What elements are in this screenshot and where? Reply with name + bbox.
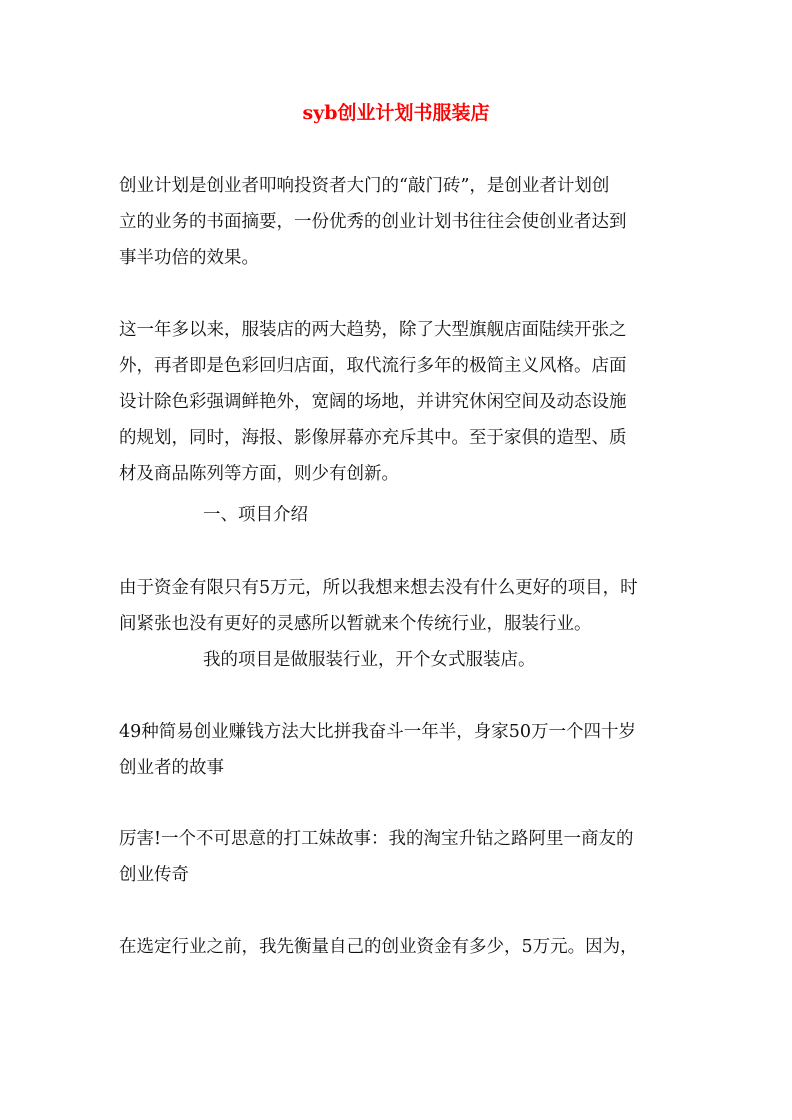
text-line: 外，再者即是色彩回归店面，取代流行多年的极简主义风格。店面 <box>119 356 627 376</box>
paragraph-capital <box>119 929 679 965</box>
text-line: 我的项目是做服装行业，开个女式服装店。 <box>203 650 536 670</box>
text-line: 材及商品陈列等方面，则少有创新。 <box>119 464 399 484</box>
text-line: 由于资金有限只有5万元，所以我想来想去没有什么更好的项目，时 <box>119 578 638 598</box>
paragraph-link-2 <box>119 821 679 893</box>
text-line: 的规划，同时，海报、影像屏幕亦充斥其中。至于家俱的造型、质 <box>119 428 627 448</box>
text-line: 这一年多以来，服装店的两大趋势，除了大型旗舰店面陆续开张之 <box>119 320 627 340</box>
document-title: syb创业计划书服装店 <box>302 102 490 124</box>
paragraph-intro <box>119 168 679 276</box>
text-line: 创业传奇 <box>119 865 189 885</box>
text-line: 间紧张也没有更好的灵感所以暂就来个传统行业，服装行业。 <box>119 614 592 634</box>
text-line: 49种简易创业赚钱方法大比拼我奋斗一年半，身家50万一个四十岁 <box>119 722 637 742</box>
text-line: 创业计划是创业者叩响投资者大门的“敲门砖”，是创业者计划创 <box>119 176 610 196</box>
heading-text: 一、项目介绍 <box>203 505 308 525</box>
text-line: 设计除色彩强调鲜艳外，宽阔的场地，并讲究休闲空间及动态设施 <box>119 392 627 412</box>
section-heading <box>119 497 763 533</box>
paragraph-funding <box>119 570 679 642</box>
text-line: 事半功倍的效果。 <box>119 248 259 268</box>
text-line: 在选定行业之前，我先衡量自己的创业资金有多少，5万元。因为， <box>119 937 638 957</box>
paragraph-link-1 <box>119 714 679 786</box>
text-line: 厉害!一个不可思意的打工妹故事：我的淘宝升钻之路阿里一商友的 <box>119 829 634 849</box>
paragraph-project <box>119 642 763 678</box>
text-line: 创业者的故事 <box>119 758 224 778</box>
paragraph-trends <box>119 312 679 492</box>
text-line: 立的业务的书面摘要，一份优秀的创业计划书往往会使创业者达到 <box>119 212 627 232</box>
